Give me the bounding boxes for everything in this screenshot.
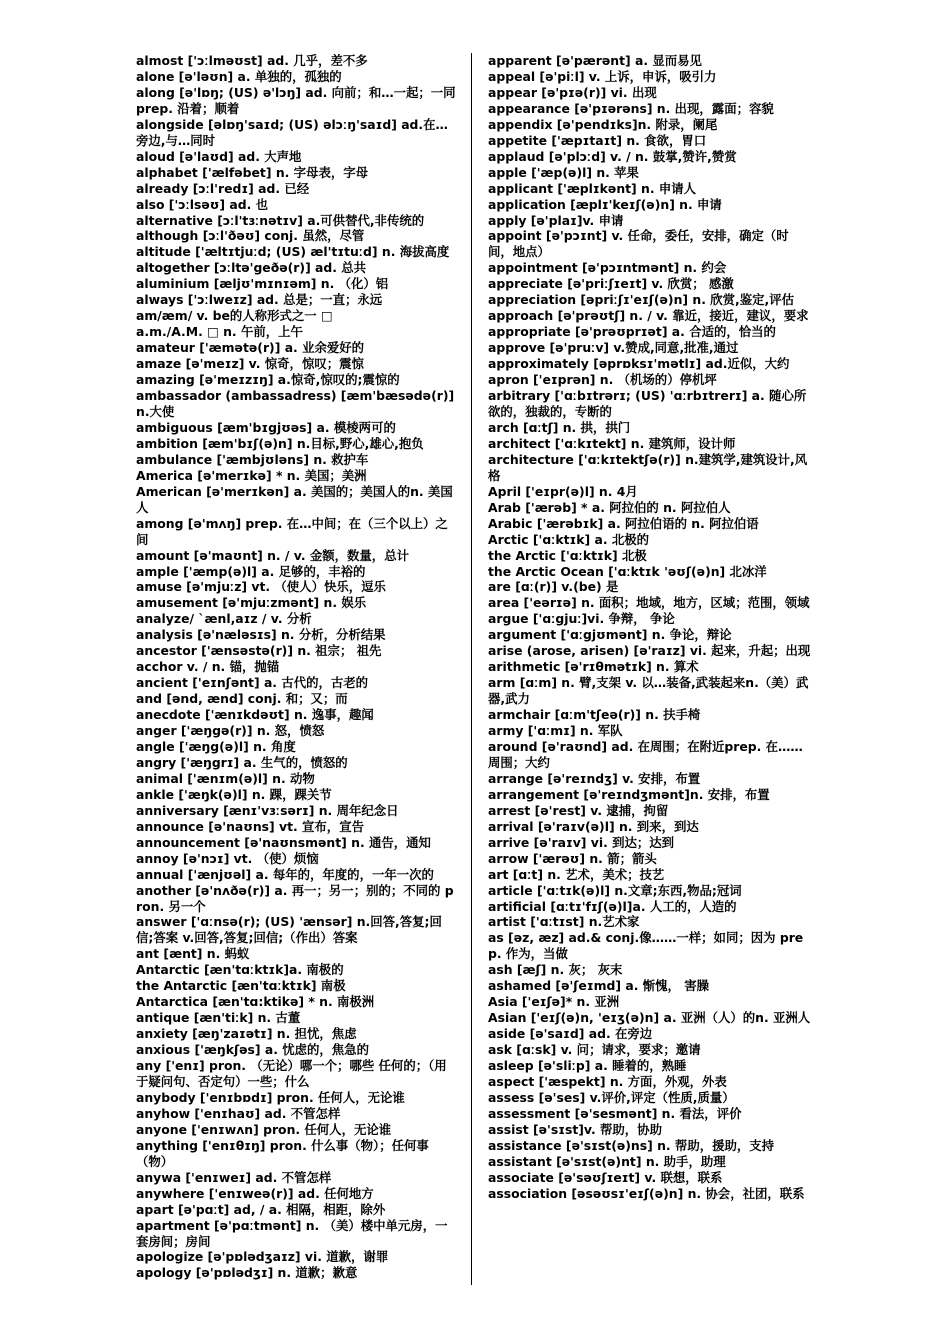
dictionary-entry: anyone ['enɪwʌn] pron. 任何人，无论谁 (136, 1121, 392, 1137)
dictionary-entry: apologize [ə'pɒlədʒaɪz] vi. 道歉，谢罪 (136, 1249, 389, 1265)
dictionary-entry: am/æm/ v. be的人称形式之一 □ (136, 308, 333, 324)
dictionary-entry: armchair [ɑːm'tʃeə(r)] n. 扶手椅 (488, 707, 701, 723)
dictionary-entry: ancient ['eɪnʃənt] a. 古代的，古老的 (136, 675, 369, 691)
dictionary-entry: army ['ɑːmɪ] n. 军队 (488, 723, 623, 739)
dictionary-entry: animal ['ænɪm(ə)l] n. 动物 (136, 770, 315, 786)
dictionary-entry: although [ɔːl'ðəʊ] conj. 虽然，尽管 (136, 228, 365, 244)
dictionary-entry: American [ə'merɪkən] a. 美国的；美国人的n. 美国人 (136, 483, 453, 515)
dictionary-entry: alphabet ['ælfəbet] n. 字母表，字母 (136, 164, 369, 180)
dictionary-entry: analysis [ə'næləsɪs] n. 分析，分析结果 (136, 627, 386, 643)
dictionary-entry: the Arctic Ocean ['ɑːktɪk 'əʊʃ(ə)n] 北冰洋 (488, 563, 767, 579)
dictionary-entry: anybody ['enɪbɒdɪ] pron. 任何人，无论谁 (136, 1089, 405, 1105)
dictionary-entry: ambulance ['æmbjʊləns] n. 救护车 (136, 451, 369, 467)
dictionary-entry: appoint [ə'pɔɪnt] v. 任命，委任，安排，确定（时间，地点） (488, 228, 789, 260)
dictionary-entry: art [ɑːt] n. 艺术，美术；技艺 (488, 866, 665, 882)
dictionary-entry: Asia ['eɪʃə]* n. 亚洲 (488, 994, 620, 1010)
dictionary-entry: ant [ænt] n. 蚂蚁 (136, 946, 250, 962)
dictionary-entry: argue ['ɑːgjuː]vi. 争辩， 争论 (488, 611, 675, 627)
dictionary-entry: Arab ['ærəb] * a. 阿拉伯的 n. 阿拉伯人 (488, 499, 731, 515)
dictionary-entry: arise (arose, arisen) [ə'raɪz] vi. 起来，升起；出现 (488, 643, 811, 659)
dictionary-entry: arch [ɑːtʃ] n. 拱，拱门 (488, 419, 631, 435)
dictionary-entry: Antarctica [æn'tɑ:ktikə] * n. 南极洲 (136, 994, 375, 1010)
dictionary-entry: almost ['ɔːlməʊst] ad. 几乎，差不多 (136, 53, 368, 68)
dictionary-entry: arrival [ə'raɪv(ə)l] n. 到来，到达 (488, 818, 699, 834)
dictionary-entry: amusement [ə'mjuːzmənt] n. 娱乐 (136, 595, 367, 611)
dictionary-entry: applicant ['æplɪkənt] n. 申请人 (488, 180, 697, 196)
dictionary-entry: application [æplɪ'keɪʃ(ə)n] n. 申请 (488, 196, 722, 212)
dictionary-entry: apron ['eɪprən] n. （机场的）停机坪 (488, 372, 717, 388)
dictionary-entry: alongside [əlɒŋ'saɪd; (US) əlɔːŋ'saɪd] ad.在…旁边,与…同时 (136, 116, 448, 148)
dictionary-entry: America [ə'merɪkə] * n. 美国；美洲 (136, 467, 367, 483)
dictionary-entry: antique [æn'tiːk] n. 古董 (136, 1010, 301, 1026)
dictionary-entry: appetite ['æpɪtaɪt] n. 食欲，胃口 (488, 132, 707, 148)
dictionary-entry: Arabic ['ærəbɪk] a. 阿拉伯语的 n. 阿拉伯语 (488, 515, 759, 531)
dictionary-entry: assistant [ə'sɪst(ə)nt] n. 助手，助理 (488, 1153, 726, 1169)
dictionary-entry: ashamed [ə'ʃeɪmd] a. 惭愧， 害臊 (488, 978, 709, 994)
dictionary-entry: Antarctic [æn'tɑːktɪk]a. 南极的 (136, 962, 344, 978)
dictionary-entry: architecture ['ɑːkɪtektʃə(r)] n.建筑学,建筑设计,风格 (488, 451, 808, 483)
dictionary-entry: already [ɔːl'redɪ] ad. 已经 (136, 180, 310, 196)
dictionary-entry: amateur ['æmətə(r)] a. 业余爱好的 (136, 340, 365, 356)
dictionary-entry: aside [ə'saɪd] ad. 在旁边 (488, 1026, 653, 1042)
dictionary-entry: arrangement [ə'reɪndʒmənt]n. 安排，布置 (488, 786, 770, 802)
left-column (136, 53, 459, 1281)
dictionary-entry: annoy [ə'nɔɪ] vt. （使）烦恼 (136, 850, 319, 866)
dictionary-entry: any ['enɪ] pron. （无论）哪一个；哪些 任何的；（用于疑问句、否定句）一些；什么 (136, 1058, 447, 1089)
dictionary-entry: acchor v. / n. 锚，抛锚 (136, 659, 280, 675)
dictionary-entry: April ['eɪpr(ə)l] n. 4月 (488, 483, 638, 499)
dictionary-entry: ample ['æmp(ə)l] a. 足够的，丰裕的 (136, 563, 366, 579)
dictionary-entry: ambition [æm'bɪʃ(ə)n] n.目标,野心,雄心,抱负 (136, 435, 424, 451)
dictionary-entry: artist ['ɑːtɪst] n.艺术家 (488, 914, 640, 930)
column-divider (471, 53, 472, 1285)
dictionary-entry: altogether [ɔːltə'geðə(r)] ad. 总共 (136, 260, 367, 276)
dictionary-entry: apartment [ə'pɑːtmənt] n. （美）楼中单元房，一套房间；房间 (136, 1217, 448, 1249)
dictionary-entry: anxious ['æŋkʃəs] a. 忧虑的，焦急的 (136, 1042, 369, 1058)
dictionary-entry: amount [ə'maʊnt] n. / v. 金额，数量，总计 (136, 547, 409, 563)
dictionary-entry: among [ə'mʌŋ] prep. 在…中间；在（三个以上）之间 (136, 515, 448, 547)
dictionary-entry: artificial [ɑːtɪ'fɪʃ(ə)l]a. 人工的，人造的 (488, 898, 737, 914)
dictionary-entry: a.m./A.M. □ n. 午前，上午 (136, 324, 303, 340)
dictionary-entry: arrive [ə'raɪv] vi. 到达；达到 (488, 834, 675, 850)
dictionary-entry: apparent [ə'pærənt] a. 显而易见 (488, 53, 702, 68)
dictionary-entry: article ['ɑːtɪk(ə)l] n.文章;东西,物品;冠词 (488, 882, 742, 898)
dictionary-entry: anyhow ['enɪhaʊ] ad. 不管怎样 (136, 1105, 341, 1121)
dictionary-entry: the Antarctic [æn'tɑːktɪk] 南极 (136, 978, 346, 994)
dictionary-entry: ash [æʃ] n. 灰； 灰末 (488, 962, 623, 978)
dictionary-entry: announcement [ə'naʊnsmənt] n. 通告，通知 (136, 834, 431, 850)
dictionary-entry: association [əsəʊsɪ'eɪʃ(ə)n] n. 协会，社团，联系 (488, 1185, 805, 1201)
dictionary-entry: ancestor ['ænsəstə(r)] n. 祖宗； 祖先 (136, 643, 382, 659)
dictionary-entry: appreciate [ə'priːʃɪeɪt] v. 欣赏； 感激 (488, 276, 734, 292)
dictionary-entry: and [ənd, ænd] conj. 和；又；而 (136, 691, 348, 707)
dictionary-entry: anger ['æŋgə(r)] n. 怒，愤怒 (136, 723, 325, 739)
dictionary-entry: Asian ['eɪʃ(ə)n, 'eɪʒ(ə)n] a. 亚洲（人）的n. 亚洲人 (488, 1010, 811, 1026)
dictionary-entry: analyze/ `ænl,aɪz / v. 分析 (136, 611, 312, 627)
dictionary-entry: announce [ə'naʊns] vt. 宣布，宣告 (136, 818, 364, 834)
dictionary-entry: ask [ɑːsk] v. 问；请求，要求；邀请 (488, 1042, 701, 1058)
dictionary-entry: associate [ə'səʊʃɪeɪt] v. 联想，联系 (488, 1169, 723, 1185)
dictionary-entry: approve [ə'pruːv] v.赞成,同意,批准,通过 (488, 340, 739, 356)
dictionary-entry: altitude ['æltɪtjuːd; (US) æl'tɪtuːd] n. 海拔高度 (136, 244, 450, 260)
dictionary-entry: ankle ['æŋk(ə)l] n. 踝，踝关节 (136, 786, 332, 802)
dictionary-entry: assistance [ə'sɪst(ə)ns] n. 帮助，援助，支持 (488, 1137, 775, 1153)
dictionary-entry: approach [ə'prəʊtʃ] n. / v. 靠近，接近，建议，要求 (488, 308, 809, 324)
dictionary-entry: as [əz, æz] ad.& conj.像……一样；如同；因为 prep. 作为，当做 (488, 930, 804, 962)
dictionary-entry: appearance [ə'pɪərəns] n. 出现，露面；容貌 (488, 100, 774, 116)
dictionary-entry: assess [ə'ses] v.评价,评定（性质,质量） (488, 1089, 735, 1105)
dictionary-entry: appointment [ə'pɔɪntmənt] n. 约会 (488, 260, 727, 276)
dictionary-entry: arrest [ə'rest] v. 逮捕，拘留 (488, 802, 669, 818)
dictionary-entry: area ['eərɪə] n. 面积；地域，地方，区域；范围，领域 (488, 595, 810, 611)
dictionary-entry: argument ['ɑːgjʊmənt] n. 争论，辩论 (488, 627, 732, 643)
dictionary-entry: anecdote ['ænɪkdəʊt] n. 逸事，趣闻 (136, 707, 374, 723)
dictionary-entry: appropriate [ə'prəʊprɪət] a. 合适的，恰当的 (488, 324, 776, 340)
dictionary-entry: arm [ɑːm] n. 臂,支架 v. 以…装备,武装起来n.（美）武器,武力 (488, 675, 809, 707)
dictionary-entry: architect ['ɑːkɪtekt] n. 建筑师，设计师 (488, 435, 736, 451)
dictionary-entry: arbitrary ['ɑːbɪtrərɪ; (US) 'ɑːrbɪtrerɪ] a. 随心所欲的，独裁的，专断的 (488, 388, 807, 419)
dictionary-entry: appear [ə'pɪə(r)] vi. 出现 (488, 84, 657, 100)
dictionary-entry: another [ə'nʌðə(r)] a. 再一；另一；别的；不同的 pron. 另一个 (136, 882, 454, 914)
dictionary-entry: aloud [ə'laʊd] ad. 大声地 (136, 148, 302, 164)
dictionary-entry: aluminium [æljʊ'mɪnɪəm] n. （化）铝 (136, 276, 389, 292)
dictionary-entry: amaze [ə'meɪz] v. 惊奇，惊叹；震惊 (136, 356, 364, 372)
dictionary-entry: arithmetic [ə'rɪθmətɪk] n. 算术 (488, 659, 699, 675)
dictionary-entry: alternative [ɔːl'tɜːnətɪv] a.可供替代,非传统的 (136, 212, 425, 228)
dictionary-entry: arrange [ə'reɪndʒ] v. 安排，布置 (488, 770, 701, 786)
dictionary-entry: annual ['ænjʊəl] a. 每年的，年度的，一年一次的 (136, 866, 434, 882)
dictionary-entry: apart [ə'pɑːt] ad, / a. 相隔，相距，除外 (136, 1201, 386, 1217)
dictionary-entry: apple ['æp(ə)l] n. 苹果 (488, 164, 639, 180)
dictionary-entry: amazing [ə'meɪzɪŋ] a.惊奇,惊叹的;震惊的 (136, 372, 400, 388)
dictionary-entry: anniversary [ænɪ'vɜːsərɪ] n. 周年纪念日 (136, 802, 399, 818)
dictionary-entry: ambassador (ambassadress) [æm'bæsədə(r)] n.大使 (136, 388, 455, 419)
dictionary-entry: applaud [ə'plɔːd] v. / n. 鼓掌,赞许,赞赏 (488, 148, 737, 164)
dictionary-entry: arrow ['ærəʊ] n. 箭；箭头 (488, 850, 657, 866)
dictionary-entry: anywhere ['enɪweə(r)] ad. 任何地方 (136, 1185, 374, 1201)
dictionary-entry: always ['ɔːlweɪz] ad. 总是；一直；永远 (136, 292, 383, 308)
dictionary-entry: along [ə'lɒŋ; (US) ə'lɔŋ] ad. 向前；和…一起；一同 prep. 沿着；顺着 (136, 84, 456, 116)
dictionary-entry: appendix [ə'pendɪks]n. 附录，阑尾 (488, 116, 718, 132)
dictionary-entry: anxiety [æŋ'zaɪətɪ] n. 担忧，焦虑 (136, 1026, 357, 1042)
dictionary-entry: ambiguous [æm'bɪgjʊəs] a. 模棱两可的 (136, 419, 396, 435)
dictionary-entry: angle ['æŋg(ə)l] n. 角度 (136, 738, 296, 754)
dictionary-entry: anything ['enɪθɪŋ] pron. 什么事（物）；任何事（物） (136, 1137, 429, 1169)
dictionary-entry: alone [ə'ləʊn] a. 单独的，孤独的 (136, 68, 342, 84)
dictionary-entry: around [ə'raʊnd] ad. 在周围；在附近prep. 在……周围；大约 (488, 738, 803, 770)
dictionary-entry: the Arctic ['ɑːktɪk] 北极 (488, 547, 647, 563)
dictionary-entry: Arctic ['ɑːktɪk] a. 北极的 (488, 531, 650, 547)
dictionary-entry: answer ['ɑːnsə(r); (US) 'ænsər] n.回答,答复;回信;答案 v.回答,答复;回信;（作出）答案 (136, 914, 442, 946)
dictionary-entry: appreciation [əpriːʃɪ'eɪʃ(ə)n] n. 欣赏,鉴定,评估 (488, 292, 794, 308)
dictionary-entry: aspect ['æspekt] n. 方面，外观，外表 (488, 1074, 727, 1089)
dictionary-entry: are [ɑː(r)] v.(be) 是 (488, 579, 619, 595)
dictionary-entry: appeal [ə'piːl] v. 上诉，申诉，吸引力 (488, 68, 717, 84)
dictionary-entry: angry ['æŋgrɪ] a. 生气的，愤怒的 (136, 754, 348, 770)
dictionary-entry: also ['ɔːlsəʊ] ad. 也 (136, 196, 269, 212)
dictionary-entry: assessment [ə'sesmənt] n. 看法，评价 (488, 1105, 742, 1121)
dictionary-entry: asleep [ə'sliːp] a. 睡着的，熟睡 (488, 1058, 687, 1074)
dictionary-entry: approximately [əprɒksɪ'mətlɪ] ad.近似，大约 (488, 356, 790, 372)
dictionary-entry: apply [ə'plaɪ]v. 申请 (488, 212, 624, 228)
dictionary-entry: apology [ə'pɒlədʒɪ] n. 道歉；歉意 (136, 1265, 358, 1281)
right-column (488, 53, 811, 1202)
dictionary-entry: assist [ə'sɪst]v. 帮助，协助 (488, 1121, 662, 1137)
dictionary-entry: anywa ['enɪweɪ] ad. 不管怎样 (136, 1169, 332, 1185)
dictionary-entry: amuse [ə'mjuːz] vt. （使人）快乐，逗乐 (136, 579, 386, 595)
